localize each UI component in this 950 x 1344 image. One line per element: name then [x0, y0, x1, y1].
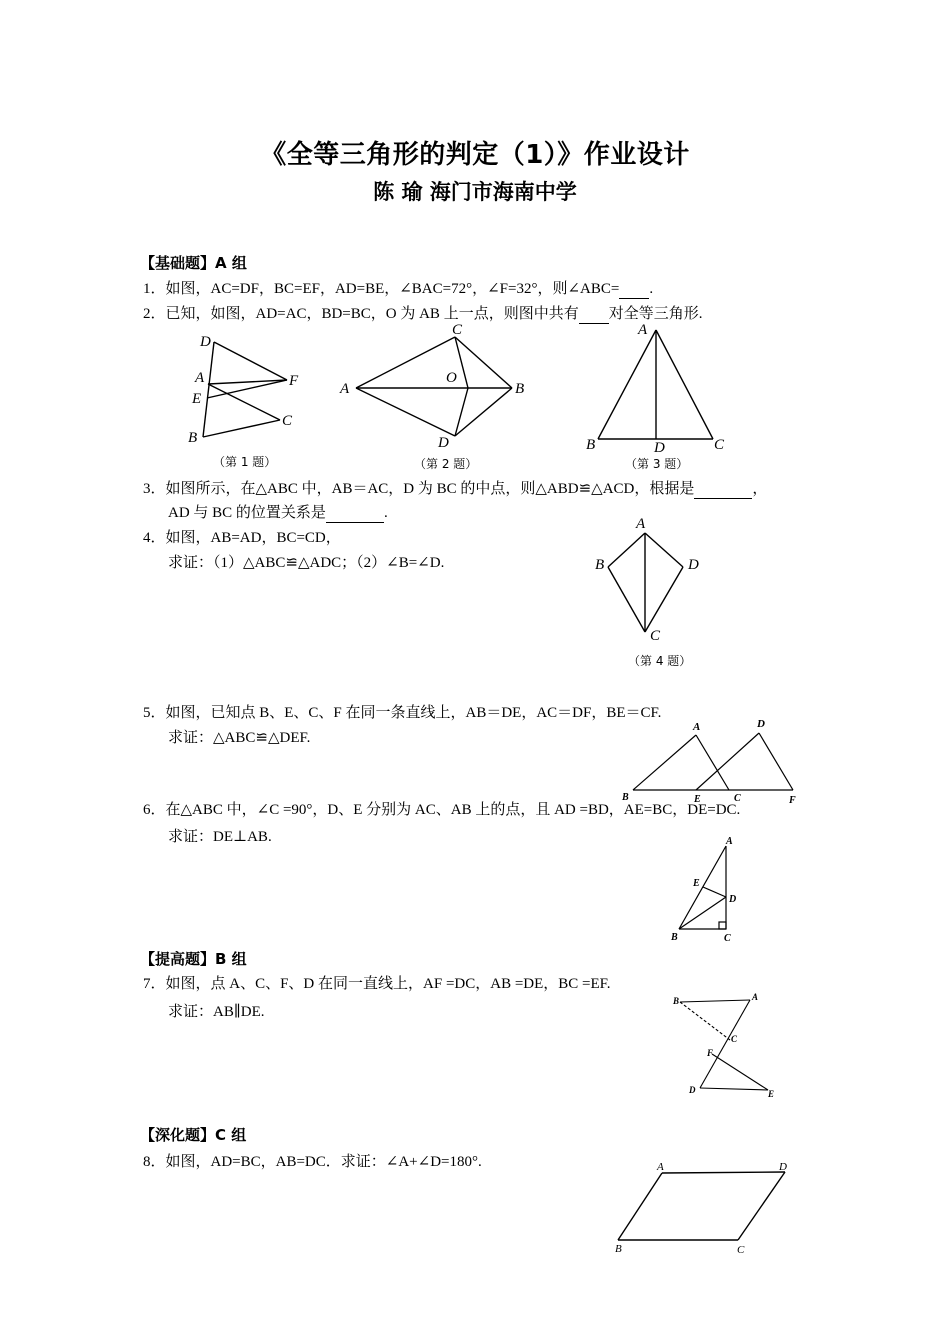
fig2-label-o: O: [446, 370, 457, 386]
author-line: 陈 瑜 海门市海南中学: [373, 180, 577, 204]
fig7-diagram: [680, 1000, 768, 1090]
fig5-label-a: A: [693, 721, 701, 733]
fig5-label-f: F: [789, 795, 796, 806]
fig2-label-b: B: [515, 381, 525, 397]
question-4-line-2: 求证：（1）△ABC≌△ADC；（2）∠B=∠D.: [168, 555, 445, 571]
fig7-label-b: B: [673, 996, 680, 1006]
question-1-text: 1．如图，AC=DF，BC=EF，AD=BE，∠BAC=72°，∠F=32°，则∠ABC=: [143, 281, 620, 297]
section-a-heading: 【基础题】A 组: [140, 254, 247, 272]
fig6-label-c: C: [724, 933, 731, 944]
question-2-end: 对全等三角形.: [608, 306, 703, 322]
question-3-text-2: AD 与 BC 的位置关系是: [168, 505, 326, 521]
fig4-diagram: [608, 533, 683, 632]
fig3-diagram: [598, 330, 713, 439]
question-5-line-2: 求证：△ABC≌△DEF.: [168, 730, 311, 746]
question-8: 8．如图，AD=BC，AB=DC．求证：∠A+∠D=180°.: [143, 1154, 482, 1170]
fig7-label-f: F: [707, 1048, 714, 1058]
question-4-line-1: 4．如图，AB=AD，BC=CD，: [143, 530, 341, 546]
fig2-label-c: C: [452, 322, 463, 338]
fig8-label-b: B: [615, 1243, 622, 1255]
question-5-line-1: 5．如图，已知点 B、E、C、F 在同一条直线上，AB＝DE，AC＝DF，BE＝CF.: [143, 705, 662, 721]
fig5-label-d: D: [757, 718, 765, 730]
question-7-line-1: 7．如图，点 A、C、F、D 在同一直线上，AF =DC，AB =DE，BC =EF.: [143, 976, 611, 992]
fig6-label-b: B: [671, 932, 678, 943]
fig8-label-c: C: [737, 1244, 745, 1256]
fig2-diagram: [356, 337, 512, 436]
fig4-label-b: B: [595, 557, 605, 573]
fig1-label-e: E: [192, 391, 202, 407]
question-1-end: .: [649, 281, 654, 297]
fig7-label-d: D: [689, 1085, 696, 1095]
page-title: 《全等三角形的判定（1）》作业设计: [260, 140, 690, 170]
fig2-label-a: A: [340, 381, 350, 397]
fig1-label-f: F: [289, 373, 299, 389]
section-c-heading: 【深化题】C 组: [140, 1126, 247, 1144]
fig1-label-d: D: [200, 334, 211, 350]
fig4-caption: （第 4 题）: [628, 654, 692, 668]
fig4-label-a: A: [636, 516, 646, 532]
fig5-label-b: B: [622, 792, 629, 803]
fig6-label-d: D: [729, 894, 737, 905]
fig3-label-d: D: [654, 440, 665, 456]
fig4-label-c: C: [650, 628, 661, 644]
fig5-label-c: C: [734, 793, 741, 804]
fig7-label-c: C: [731, 1034, 738, 1044]
question-7-line-2: 求证：AB∥DE.: [168, 1004, 265, 1020]
fig1-diagram: [203, 342, 287, 437]
fig5-diagram: [633, 733, 793, 790]
fig1-label-b: B: [188, 430, 198, 446]
fig4-label-d: D: [688, 557, 699, 573]
fig2-caption: （第 2 题）: [414, 457, 478, 471]
fig2-label-d: D: [438, 435, 449, 451]
fig8-diagram: [618, 1172, 785, 1240]
question-3-text: 3．如图所示，在△ABC 中，AB＝AC，D 为 BC 的中点，则△ABD≌△ACD，根据是: [143, 481, 695, 497]
fig5-label-e: E: [694, 794, 701, 805]
fig3-label-b: B: [586, 437, 596, 453]
question-6-line-1: 6．在△ABC 中，∠C =90°，D、E 分别为 AC、AB 上的点，且 AD =BD，AE=BC，DE=DC.: [143, 802, 741, 818]
fig6-label-a: A: [726, 836, 733, 847]
fig3-caption: （第 3 题）: [625, 457, 689, 471]
fig7-label-a: A: [752, 992, 759, 1002]
question-3-end-2: .: [383, 505, 388, 521]
fig6-diagram: [679, 846, 726, 929]
fig1-caption: （第 1 题）: [213, 455, 277, 469]
fig8-label-a: A: [657, 1161, 664, 1173]
fig8-label-d: D: [779, 1161, 787, 1173]
question-6-line-2: 求证：DE⊥AB.: [168, 829, 272, 845]
section-b-heading: 【提高题】B 组: [140, 950, 247, 968]
fig7-label-e: E: [768, 1089, 775, 1099]
fig3-label-c: C: [714, 437, 725, 453]
fig3-label-a: A: [638, 322, 648, 338]
question-3-end: ，: [752, 481, 768, 497]
fig1-label-c: C: [282, 413, 293, 429]
fig1-label-a: A: [195, 370, 205, 386]
fig6-label-e: E: [693, 878, 700, 889]
question-2-text: 2．已知，如图，AD=AC，BD=BC，O 为 AB 上一点，则图中共有: [143, 306, 579, 322]
